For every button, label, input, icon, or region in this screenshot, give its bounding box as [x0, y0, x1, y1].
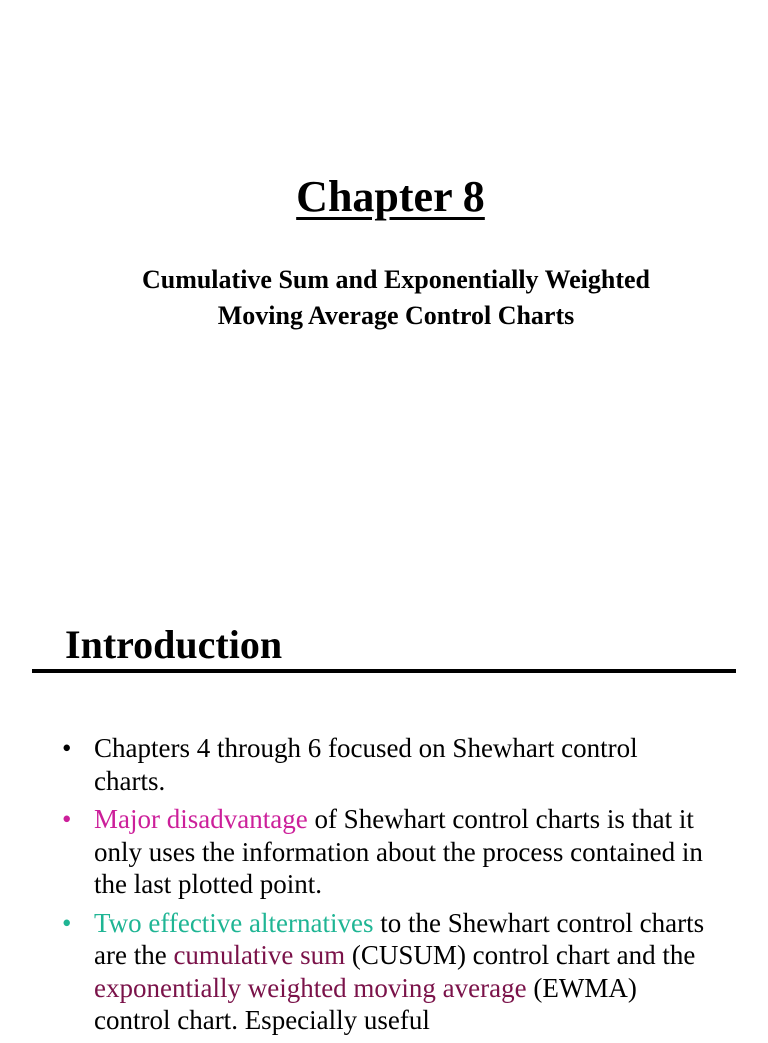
- bullet-marker: •: [62, 733, 72, 763]
- term-ewma: exponentially weighted moving average: [94, 972, 527, 1003]
- bullet-marker: •: [62, 907, 72, 938]
- bullet-text: of Shewhart control charts is that it only uses the information about the process contained in the last plotted point.: [94, 804, 703, 899]
- bullet-text-part-b: (CUSUM) control chart and the: [345, 940, 696, 970]
- bullet-marker: •: [62, 804, 72, 834]
- bullet-item-alternatives: [60, 907, 710, 1037]
- subtitle-line-1: Cumulative Sum and Exponentially Weighted: [141, 265, 651, 294]
- bullet-item-chapters: [60, 732, 710, 797]
- heading-divider: [32, 669, 736, 673]
- bullet-text-part-c: (EWMA) control chart. Especially useful: [94, 972, 637, 1035]
- bullet-text-part-a: to the Shewhart control charts are the: [94, 907, 705, 970]
- chapter-title: [0, 170, 768, 224]
- highlight-two-alternatives: Two effective alternatives: [94, 907, 374, 938]
- bullet-list: [60, 732, 710, 1043]
- bullet-text: Chapters 4 through 6 focused on Shewhart control charts.: [94, 733, 638, 796]
- chapter-title-text: Chapter 8: [296, 172, 485, 221]
- highlight-major-disadvantage: Major disadvantage: [94, 804, 308, 834]
- bullet-item-disadvantage: [60, 803, 710, 901]
- chapter-subtitle: [0, 262, 768, 334]
- term-cumulative-sum: cumulative sum: [173, 940, 346, 970]
- section-heading: Introduction: [65, 622, 283, 667]
- subtitle-line-2: Moving Average Control Charts: [217, 301, 575, 330]
